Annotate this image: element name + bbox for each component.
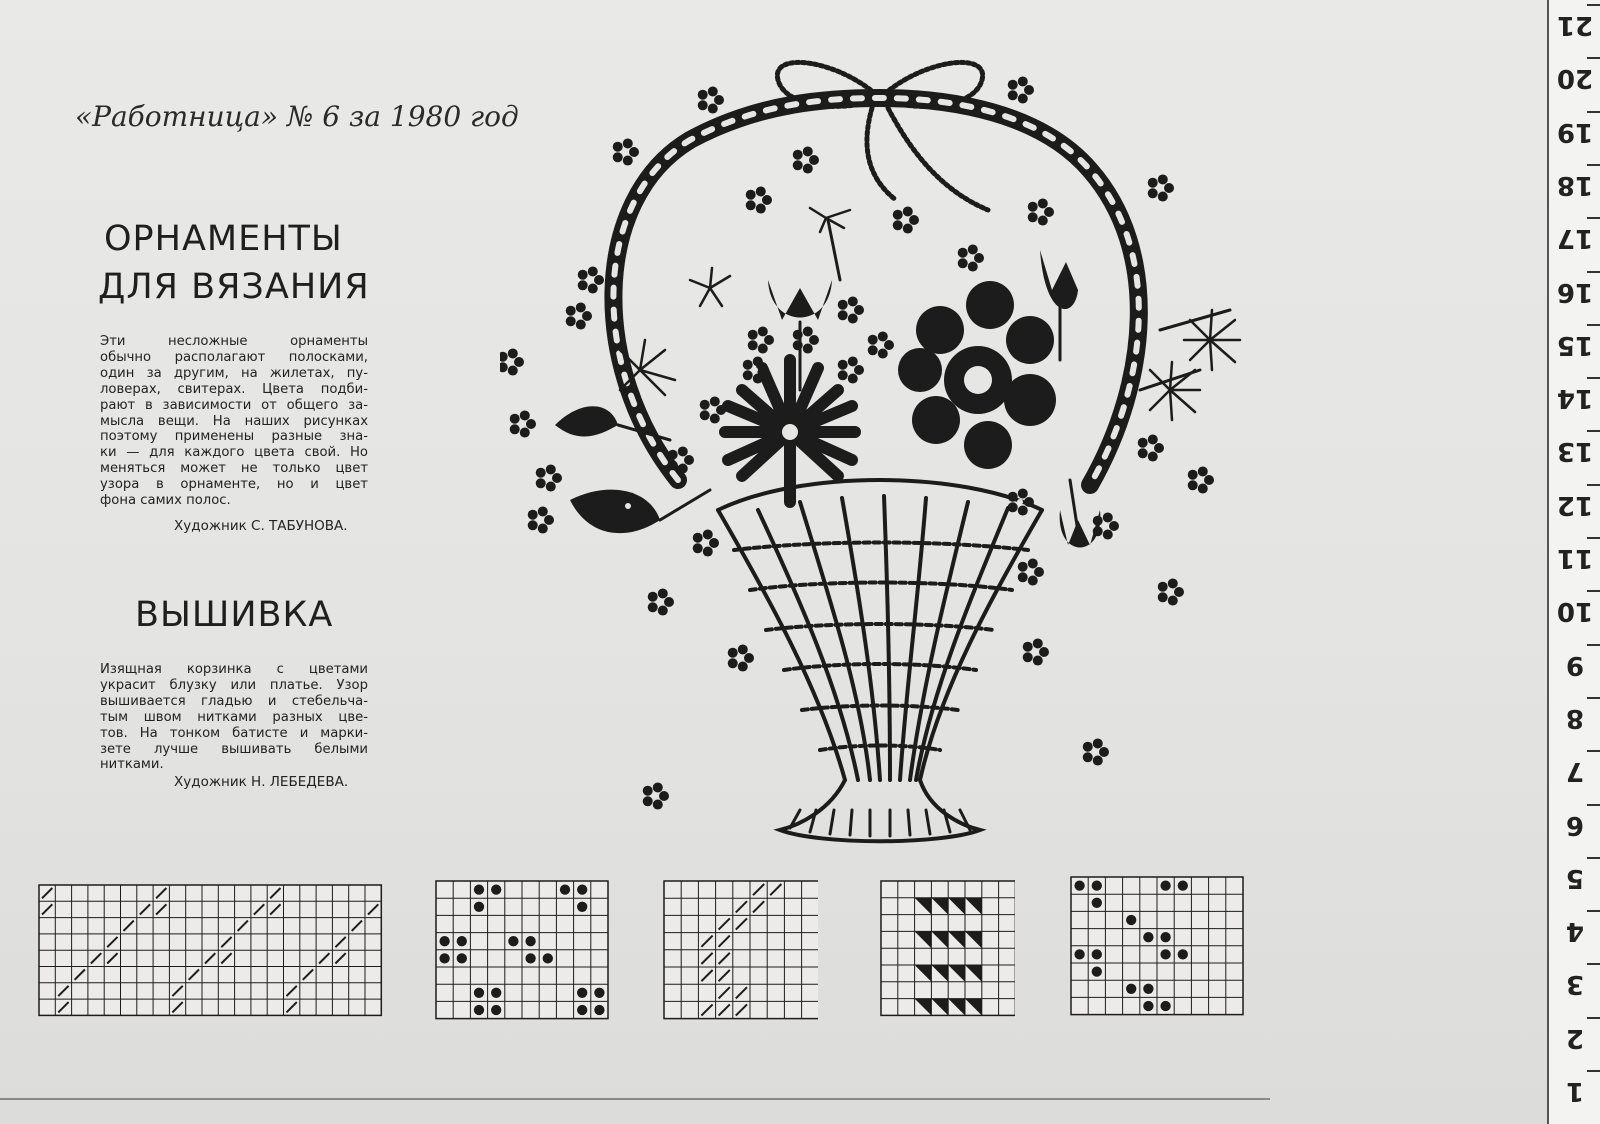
small-flower	[838, 356, 864, 383]
embroidery-title: ВЫШИВКА	[135, 595, 334, 635]
embroidery-description-line: украсит блузку или платье. Узор	[100, 677, 368, 693]
ruler-number: 15	[1556, 329, 1594, 360]
embroidery-description-line: нитками.	[100, 757, 164, 773]
ruler-number: 5	[1565, 862, 1585, 893]
small-flower	[893, 206, 919, 233]
page-fold-line	[0, 1098, 1270, 1100]
knitting-description-line: рают в зависимости от общего за-	[100, 397, 368, 413]
ruler-tick	[1587, 217, 1600, 219]
small-flower	[793, 326, 819, 353]
ruler-tick	[1587, 910, 1600, 912]
small-flower	[693, 529, 719, 556]
ruler-number: 4	[1565, 916, 1585, 947]
ruler-tick	[1587, 537, 1600, 539]
embroidery-description-line: зете лучше вышивать белыми	[100, 741, 368, 757]
knitting-description-line: один за другим, на жилетах, пу-	[100, 365, 368, 381]
ruler-number: 11	[1556, 543, 1594, 573]
ruler-tick	[1587, 377, 1600, 379]
knitting-chart-dots-2	[1070, 876, 1245, 1022]
knitting-description	[100, 334, 368, 509]
knitting-chart-slashes-2	[663, 880, 818, 1022]
small-flower	[578, 266, 604, 293]
knitting-chart-slashes-1	[38, 884, 388, 1022]
small-flower	[698, 86, 724, 113]
small-flower	[958, 244, 984, 271]
basket-body	[718, 480, 1042, 841]
ruler-number: 2	[1565, 1022, 1585, 1053]
small-flower	[868, 331, 894, 358]
measuring-ruler	[1547, 0, 1600, 1124]
small-flower	[838, 296, 864, 323]
ruler-number: 3	[1565, 969, 1585, 1000]
ruler-tick	[1587, 430, 1600, 432]
embroidery-description	[100, 662, 368, 773]
knitting-description-line: ловерах, свитерах. Цвета подби-	[100, 381, 368, 397]
small-flower	[1008, 488, 1034, 515]
ruler-tick	[1587, 1017, 1600, 1019]
small-flower	[728, 644, 754, 671]
ruler-tick	[1587, 963, 1600, 965]
ruler-tick	[1587, 111, 1600, 113]
knitting-chart-dots-1	[435, 880, 615, 1022]
ruler-number: 6	[1565, 809, 1585, 840]
knitting-description-line: мысла вещи. На наших рисунках	[100, 413, 368, 429]
small-flower	[648, 588, 674, 615]
large-daisy	[725, 360, 855, 502]
small-flower	[528, 506, 554, 533]
ruler-number: 20	[1556, 63, 1594, 94]
bow	[777, 62, 988, 210]
ruler-tick	[1587, 1070, 1600, 1072]
knitting-description-line: поэтому применены разные зна-	[100, 429, 368, 445]
embroidery-credit: Художник Н. ЛЕБЕДЕВА.	[174, 774, 349, 790]
ruler-number: 10	[1556, 596, 1594, 627]
small-flower	[500, 348, 524, 375]
small-flower	[1138, 434, 1164, 461]
knitting-credit: Художник С. ТАБУНОВА.	[174, 518, 348, 534]
page-header: «Работница» № 6 за 1980 год	[75, 100, 519, 133]
ruler-number: 7	[1565, 756, 1585, 787]
embroidery-description-line: вышивается гладью и стебельча-	[100, 693, 368, 709]
knitting-description-line: ки — для каждого цвета свой. Но	[100, 445, 368, 461]
small-flower	[1188, 466, 1214, 493]
small-flower	[1018, 558, 1044, 585]
ruler-number: 16	[1556, 276, 1594, 307]
ruler-number: 17	[1556, 223, 1594, 254]
ruler-tick	[1587, 644, 1600, 646]
embroidery-description-line: тов. На тонком батисте и марки-	[100, 725, 368, 741]
ruler-tick	[1587, 324, 1600, 326]
small-flower	[1083, 738, 1109, 765]
ruler-tick	[1587, 484, 1600, 486]
ruler-tick	[1587, 750, 1600, 752]
ruler-number: 13	[1556, 436, 1594, 467]
ruler-tick	[1587, 271, 1600, 273]
small-flower	[1158, 578, 1184, 605]
embroidery-description-line: Изящная корзинка с цветами	[100, 662, 368, 677]
knitting-description-line: Эти несложные орнаменты	[100, 334, 368, 349]
ruler-number: 19	[1556, 116, 1594, 147]
flower-basket-illustration	[500, 40, 1260, 860]
knitting-description-line: меняться может не только цвет	[100, 461, 368, 477]
small-flower	[1028, 198, 1054, 225]
ruler-tick	[1587, 697, 1600, 699]
small-flower	[566, 302, 592, 329]
knitting-title-line1: ОРНАМЕНТЫ	[104, 219, 343, 259]
small-flower	[793, 146, 819, 173]
small-flower	[700, 396, 726, 423]
small-flower	[746, 186, 772, 213]
ruler-number: 21	[1556, 10, 1594, 40]
large-rose	[898, 281, 1056, 469]
small-flower	[536, 464, 562, 491]
ruler-number: 18	[1556, 169, 1594, 200]
ruler-number: 1	[1565, 1076, 1585, 1106]
small-flower	[1008, 76, 1034, 103]
knitting-chart-triangles	[880, 880, 1015, 1022]
ruler-tick	[1587, 57, 1600, 59]
knitting-title-line2: ДЛЯ ВЯЗАНИЯ	[98, 267, 370, 307]
knitting-description-line: узора в орнаменте, но и цвет	[100, 477, 368, 493]
ruler-number: 14	[1556, 383, 1594, 414]
small-flower	[510, 410, 536, 437]
embroidery-description-line: тым швом нитками разных цве-	[100, 709, 368, 725]
ruler-tick	[1587, 590, 1600, 592]
ruler-tick	[1587, 164, 1600, 166]
small-flower	[643, 782, 669, 809]
ruler-number: 9	[1565, 649, 1585, 680]
ruler-number: 8	[1565, 702, 1585, 733]
ruler-number: 12	[1556, 489, 1594, 520]
ruler-tick	[1587, 857, 1600, 859]
small-flower	[613, 138, 639, 165]
knitting-description-line: фона самих полос.	[100, 493, 231, 509]
small-flower	[1148, 174, 1174, 201]
knitting-description-line: обычно располагают полосками,	[100, 349, 368, 365]
ruler-tick	[1587, 4, 1600, 6]
small-flower	[1023, 638, 1049, 665]
small-flower	[748, 326, 774, 353]
ruler-tick	[1587, 804, 1600, 806]
